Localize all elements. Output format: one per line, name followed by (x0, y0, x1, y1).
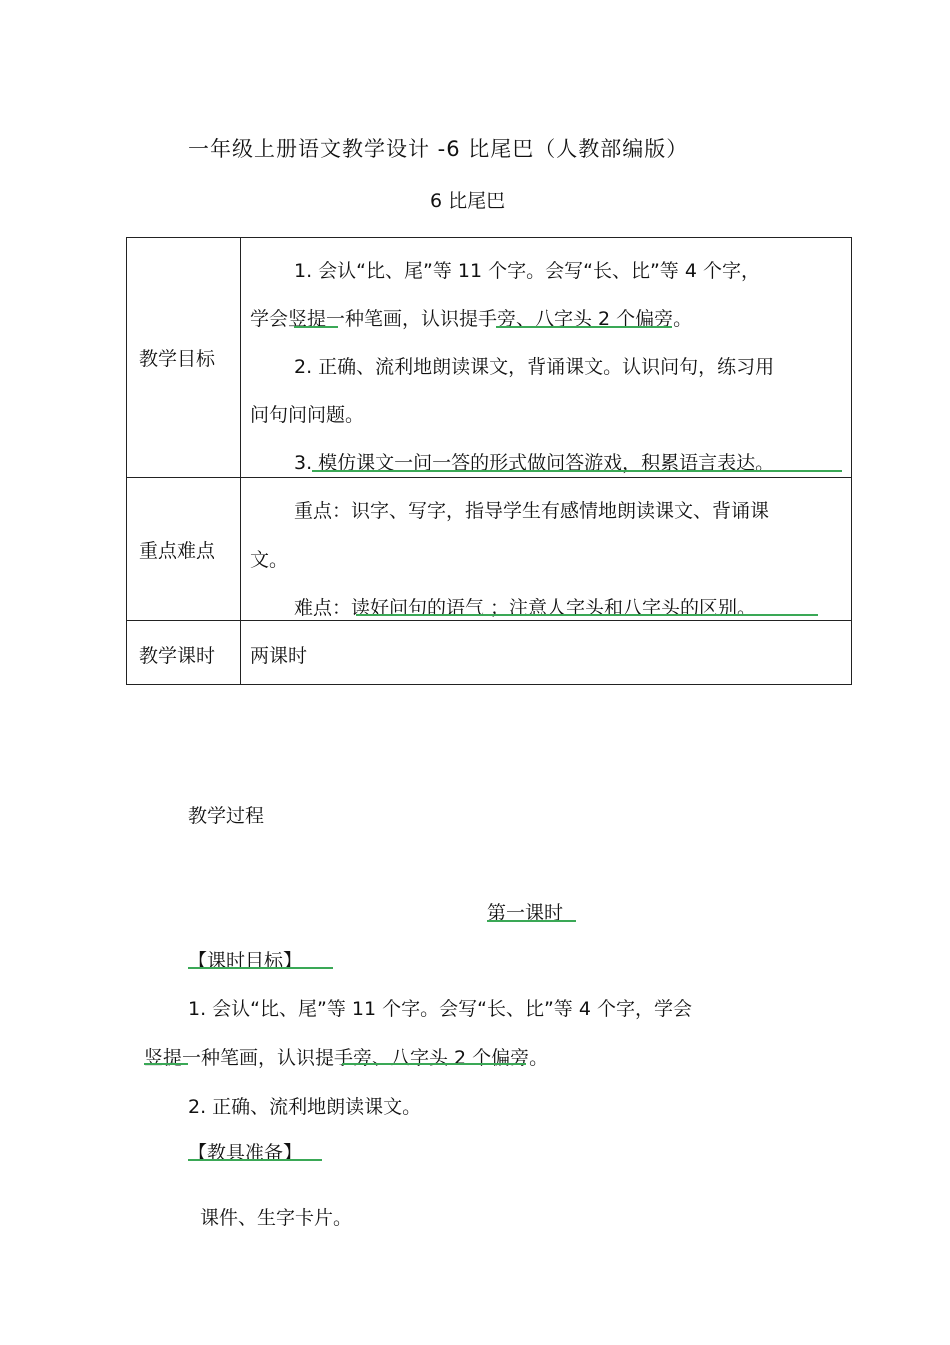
table-border-left (126, 237, 127, 685)
row-label-key-points: 重点难点 (139, 540, 216, 562)
document-title: 一年级上册语文教学设计 -6 比尾巴（人教部编版） (188, 137, 689, 161)
lesson-title: 第一课时 (487, 902, 564, 924)
underline-mark (294, 326, 338, 328)
class-hours-value: 两课时 (250, 645, 308, 667)
underline-mark (356, 614, 818, 616)
row-label-class-hours: 教学课时 (139, 645, 216, 667)
table-border-top (126, 237, 852, 238)
underline-mark (312, 470, 842, 472)
process-heading: 教学过程 (188, 805, 265, 827)
objective-line: 学会竖提一种笔画，认识提手旁、八字头 2 个偏旁。 (250, 308, 693, 330)
table-row-divider (126, 477, 852, 478)
table-column-divider (240, 237, 241, 685)
lesson-goals-heading: 【课时目标】 (188, 950, 303, 972)
underline-mark (342, 1063, 526, 1065)
objective-line: 1. 会认“比、尾”等 11 个字。会写“长、比”等 4 个字， (294, 260, 760, 282)
row-label-objectives: 教学目标 (139, 348, 216, 370)
table-border-right (851, 237, 852, 685)
objective-line: 2. 正确、流利地朗读课文，背诵课文。认识问句，练习用 (294, 356, 775, 378)
underline-mark (487, 920, 576, 922)
underline-mark (144, 1063, 188, 1065)
underline-mark (188, 1159, 322, 1161)
lesson-goal-line: 2. 正确、流利地朗读课文。 (188, 1096, 422, 1118)
teaching-aids-heading: 【教具准备】 (188, 1142, 303, 1164)
underline-mark (496, 326, 672, 328)
objective-line: 问句问问题。 (250, 404, 365, 426)
lesson-goal-line: 竖提一种笔画，认识提手旁、八字头 2 个偏旁。 (144, 1047, 549, 1069)
table-row-divider (126, 620, 852, 621)
lesson-goal-line: 1. 会认“比、尾”等 11 个字。会写“长、比”等 4 个字，学会 (188, 998, 692, 1020)
document-subtitle: 6 比尾巴 (430, 190, 506, 212)
teaching-aids-text: 课件、生字卡片。 (200, 1207, 353, 1229)
objective-line: 3. 模仿课文一问一答的形式做问答游戏，积累语言表达。 (294, 452, 775, 474)
key-point-line: 难点：读好问句的语气 ；注意人字头和八字头的区别。 (294, 597, 757, 619)
key-point-line: 文。 (250, 549, 289, 571)
table-border-bottom (126, 684, 852, 685)
underline-mark (188, 967, 333, 969)
key-point-line: 重点：识字、写字，指导学生有感情地朗读课文、背诵课 (294, 500, 770, 522)
